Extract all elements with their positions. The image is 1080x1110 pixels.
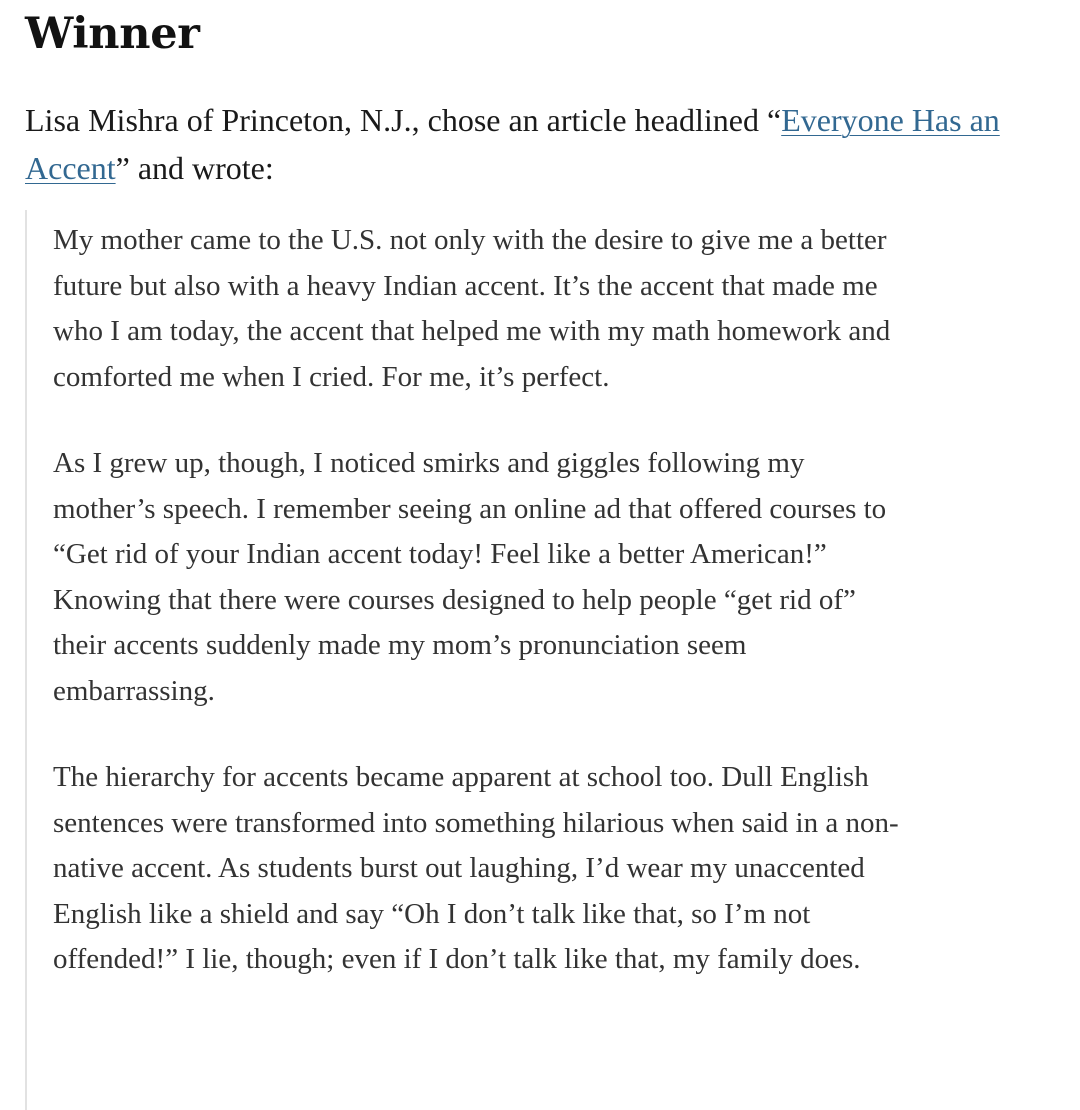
intro-paragraph bbox=[25, 96, 1045, 192]
intro-text-before: Lisa Mishra of Princeton, N.J., chose an article headlined “ bbox=[25, 102, 782, 138]
essay-paragraph-3: The hierarchy for accents became apparent at school too. Dull English sentences were transformed into something hilarious when said in a non-native accent. As students burst out laughing, I’d wear my unaccented English like a shield and say “Oh I don’t talk like that, so I’m not offended!” I lie, though; even if I don’t talk like that, my family does. bbox=[53, 761, 899, 975]
article-body bbox=[25, 0, 1065, 1110]
intro-text-after: ” and wrote: bbox=[115, 150, 274, 186]
article-link[interactable]: Everyone Has an Accent bbox=[25, 102, 1000, 186]
essay-paragraph-2: As I grew up, though, I noticed smirks and giggles following my mother’s speech. I remember seeing an online ad that offered courses to “Get rid of your Indian accent today! Feel like a better American!” Knowing that there were courses designed to help people “get rid of” their accents suddenly made my mom’s pronunciation seem embarrassing. bbox=[53, 447, 887, 707]
essay-blockquote bbox=[25, 210, 1065, 1110]
section-heading: Winner bbox=[25, 9, 200, 59]
essay-paragraph-1: My mother came to the U.S. not only with the desire to give me a better future but also with a heavy Indian accent. It’s the accent that made me who I am today, the accent that helped me with my math homework and comforted me when I cried. For me, it’s perfect. bbox=[53, 224, 891, 393]
